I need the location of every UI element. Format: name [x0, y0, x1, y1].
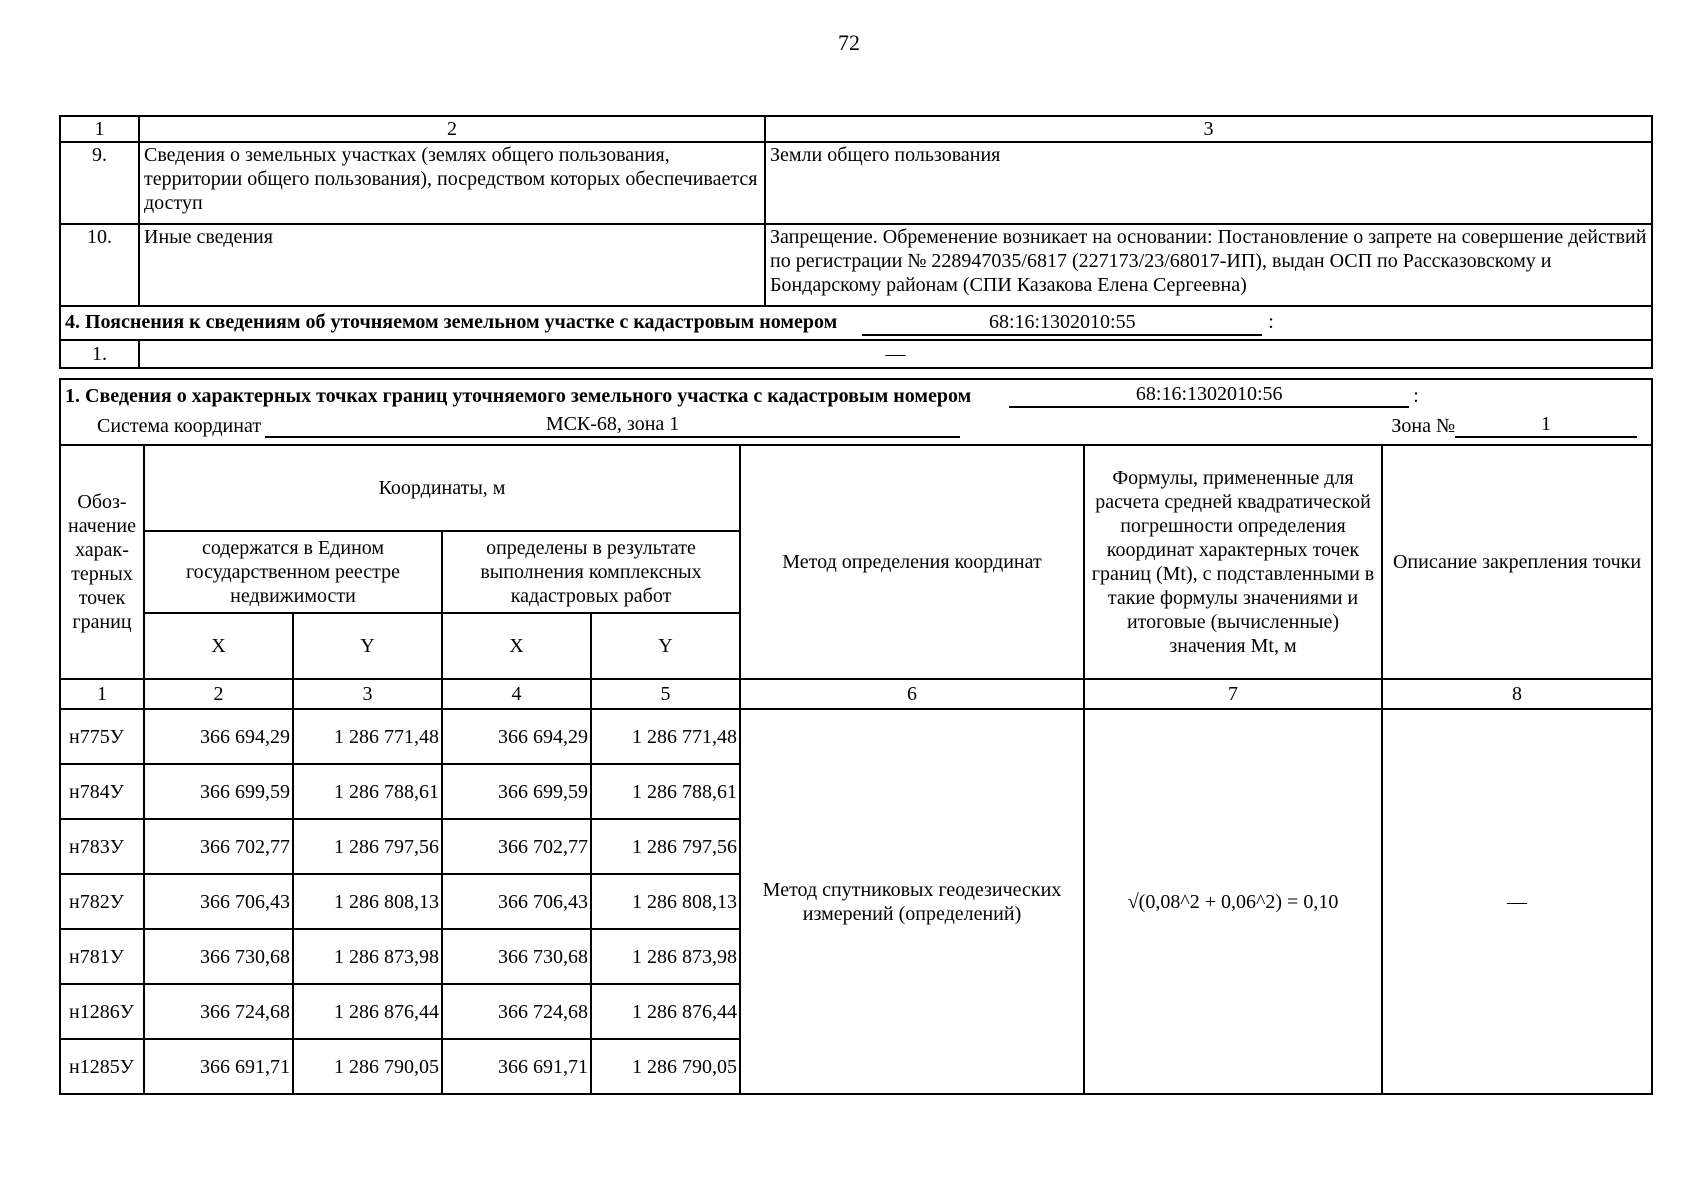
row-number: 1.: [60, 340, 139, 368]
kkr-y: 1 286 808,13: [591, 874, 740, 929]
formula-value: √(0,08^2 + 0,06^2) = 0,10: [1084, 709, 1382, 1094]
egrn-y: 1 286 790,05: [293, 1039, 442, 1094]
egrn-x: 366 702,77: [144, 819, 293, 874]
coord-system-label: Система координат: [97, 415, 262, 437]
row-label: Сведения о земельных участках (землях общего пользования, территории общего пользования), посредством которых обеспечивается доступ: [139, 142, 765, 224]
kkr-y: 1 286 790,05: [591, 1039, 740, 1094]
column-number: 1: [60, 116, 139, 142]
point-designation: н781У: [60, 929, 144, 984]
row-number: 10.: [60, 224, 139, 306]
egrn-header: содержатся в Едином государственном реестре недвижимости: [144, 531, 442, 613]
zone-label: Зона №: [1391, 415, 1456, 437]
egrn-y: 1 286 808,13: [293, 874, 442, 929]
point-designation: н782У: [60, 874, 144, 929]
table-row: [60, 709, 1652, 764]
point-designation: н1286У: [60, 984, 144, 1039]
egrn-x: 366 706,43: [144, 874, 293, 929]
egrn-x: 366 724,68: [144, 984, 293, 1039]
column-number-row: [60, 116, 1652, 142]
row-value: Земли общего пользования: [765, 142, 1652, 224]
points-title-cell: [60, 379, 1652, 445]
points-cadastral-number: 68:16:1302010:56: [1009, 382, 1409, 408]
section4-title-row: [60, 306, 1652, 340]
section4-cadastral-number: 68:16:1302010:55: [862, 310, 1262, 336]
column-number: 3: [293, 679, 442, 709]
column-number: 4: [442, 679, 591, 709]
egrn-y: 1 286 771,48: [293, 709, 442, 764]
column-number: 3: [765, 116, 1652, 142]
column-number-row: [60, 679, 1652, 709]
description-header: Описание закрепления точки: [1382, 445, 1652, 679]
designation-header: Обоз-начение харак-терных точек границ: [60, 445, 144, 679]
section4-title: 4. Пояснения к сведениям об уточняемом земельном участке с кадастровым номером: [65, 311, 838, 333]
column-number: 8: [1382, 679, 1652, 709]
egrn-y: 1 286 876,44: [293, 984, 442, 1039]
column-number: 2: [139, 116, 765, 142]
points-colon: :: [1413, 385, 1419, 407]
x-header: X: [144, 613, 293, 679]
kkr-x: 366 724,68: [442, 984, 591, 1039]
table-row: [60, 340, 1652, 368]
table-row: [60, 224, 1652, 306]
points-section-title: 1. Сведения о характерных точках границ уточняемого земельного участка с кадастровым номером: [65, 385, 972, 407]
parcel-info-table: [59, 115, 1653, 369]
kkr-y: 1 286 771,48: [591, 709, 740, 764]
formula-header: Формулы, примененные для расчета средней квадратической погрешности определения координат характерных точек границ (Mt), с подставленными в такие формулы значениями и итоговые (вычисленные) значения Mt, м: [1084, 445, 1382, 679]
row-value: —: [139, 340, 1652, 368]
column-number: 1: [60, 679, 144, 709]
method-value: Метод спутниковых геодезических измерений (определений): [740, 709, 1084, 1094]
coordinates-header: Координаты, м: [144, 445, 740, 531]
row-number: 9.: [60, 142, 139, 224]
page-number: 72: [838, 30, 860, 55]
x-header: X: [442, 613, 591, 679]
y-header: Y: [591, 613, 740, 679]
egrn-x: 366 694,29: [144, 709, 293, 764]
kkr-y: 1 286 876,44: [591, 984, 740, 1039]
kkr-header: определены в результате выполнения комплексных кадастровых работ: [442, 531, 740, 613]
boundary-points-table: [59, 378, 1653, 1095]
zone-value: 1: [1455, 412, 1637, 438]
coord-system-value: МСК-68, зона 1: [265, 412, 960, 438]
points-title-row: [60, 379, 1652, 445]
kkr-x: 366 706,43: [442, 874, 591, 929]
description-value: —: [1382, 709, 1652, 1094]
egrn-y: 1 286 788,61: [293, 764, 442, 819]
kkr-x: 366 691,71: [442, 1039, 591, 1094]
point-designation: н1285У: [60, 1039, 144, 1094]
header-row: [60, 445, 1652, 531]
egrn-y: 1 286 797,56: [293, 819, 442, 874]
kkr-y: 1 286 788,61: [591, 764, 740, 819]
column-number: 7: [1084, 679, 1382, 709]
kkr-x: 366 699,59: [442, 764, 591, 819]
egrn-y: 1 286 873,98: [293, 929, 442, 984]
kkr-x: 366 730,68: [442, 929, 591, 984]
y-header: Y: [293, 613, 442, 679]
egrn-x: 366 691,71: [144, 1039, 293, 1094]
point-designation: н775У: [60, 709, 144, 764]
point-designation: н784У: [60, 764, 144, 819]
kkr-y: 1 286 797,56: [591, 819, 740, 874]
egrn-x: 366 730,68: [144, 929, 293, 984]
column-number: 5: [591, 679, 740, 709]
method-header: Метод определения координат: [740, 445, 1084, 679]
point-designation: н783У: [60, 819, 144, 874]
row-value: Запрещение. Обременение возникает на основании: Постановление о запрете на совершение действий по регистрации № 228947035/6817 (227173/23/68017-ИП), выдан ОСП по Рассказовскому и Бондарскому районам (СПИ Казакова Елена Сергеевна): [765, 224, 1652, 306]
kkr-x: 366 694,29: [442, 709, 591, 764]
table-row: [60, 142, 1652, 224]
column-number: 2: [144, 679, 293, 709]
kkr-y: 1 286 873,98: [591, 929, 740, 984]
column-number: 6: [740, 679, 1084, 709]
section4-title-cell: [60, 306, 1652, 340]
kkr-x: 366 702,77: [442, 819, 591, 874]
egrn-x: 366 699,59: [144, 764, 293, 819]
row-label: Иные сведения: [139, 224, 765, 306]
section4-colon: :: [1268, 311, 1274, 333]
